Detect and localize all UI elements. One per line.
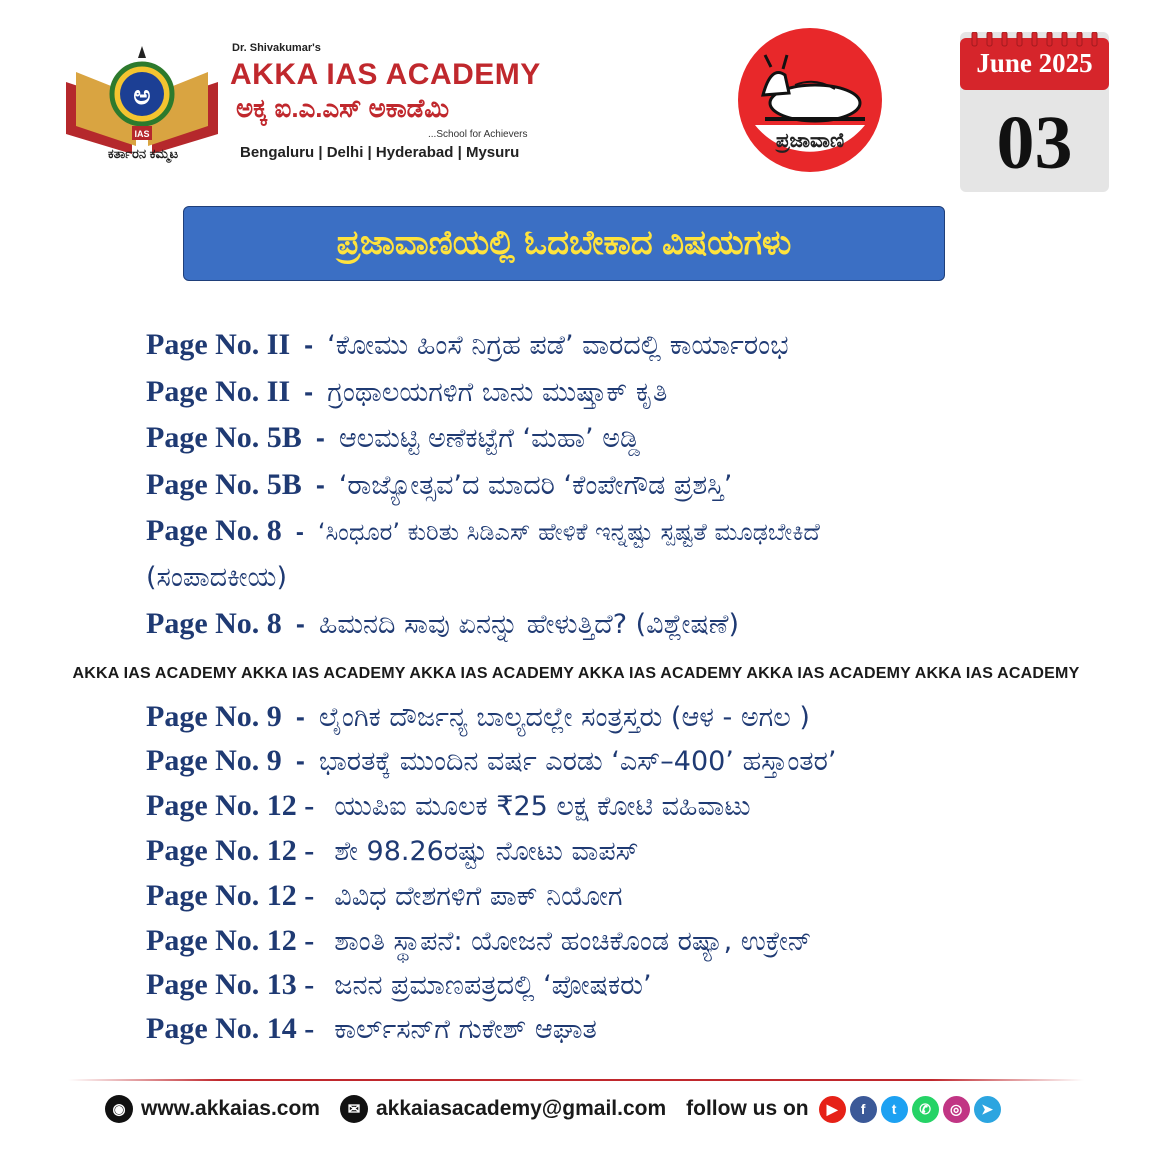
- item-continuation: (ಸಂಪಾದಕೀಯ): [146, 562, 287, 593]
- email-link[interactable]: akkaiasacademy@gmail.com: [375, 1097, 667, 1120]
- academy-prefix: Dr. Shivakumar's: [232, 42, 321, 54]
- newspaper-name: ಪ್ರಜಾವಾಣಿ: [775, 130, 845, 152]
- list-item: [146, 789, 751, 823]
- list-item: [146, 924, 812, 958]
- list-item: [146, 879, 622, 913]
- website-link[interactable]: www.akkaias.com: [141, 1097, 320, 1120]
- item-text: ಶೇ 98.26ರಷ್ಟು ನೋಟು ವಾಪಸ್: [334, 836, 639, 867]
- youtube-icon[interactable]: ▶: [819, 1096, 846, 1123]
- item-page: Page No. 8: [146, 607, 282, 640]
- item-page: Page No. II: [146, 375, 291, 408]
- item-page: Page No. 12 -: [146, 789, 315, 822]
- list-item: Page No. 9 - ಲೈಂಗಿಕ ದೌರ್ಜನ್ಯ ಬಾಲ್ಯದಲ್ಲೇ ಸಂತ್ರಸ್ತರು (ಆಳ - ಅಗಲ ): [146, 700, 810, 733]
- item-page: Page No. 9: [146, 700, 282, 733]
- item-text: ‘ಕೋಮು ಹಿಂಸೆ ನಿಗ್ರಹ ಪಡೆ’ ವಾರದಲ್ಲಿ ಕಾರ್ಯಾರಂಭ: [327, 330, 789, 361]
- list-item: [146, 968, 652, 1002]
- banner-title: ಪ್ರಜಾವಾಣಿಯಲ್ಲಿ ಓದಬೇಕಾದ ವಿಷಯಗಳು: [336, 224, 792, 262]
- item-page: Page No. 5B: [146, 421, 302, 454]
- item-page: Page No. II: [146, 328, 291, 361]
- item-text: ಕಾರ್ಲ್‌ಸನ್‌ಗೆ ಗುಕೇಶ್ ಆಘಾತ: [334, 1014, 597, 1045]
- list-item: Page No. 8 - ಹಿಮನದಿ ಸಾವು ಏನನ್ನು ಹೇಳುತ್ತಿದೆ? (ವಿಶ್ಲೇಷಣೆ): [146, 607, 739, 640]
- item-text: ಹಿಮನದಿ ಸಾವು ಏನನ್ನು ಹೇಳುತ್ತಿದೆ? (ವಿಶ್ಲೇಷಣೆ): [318, 609, 739, 640]
- svg-text:ಅ: ಅ: [133, 81, 151, 111]
- list-item: Page No. 5B - ಆಲಮಟ್ಟಿ ಅಣೆಕಟ್ಟೆಗೆ ‘ಮಹಾ’ ಅಡ್ಡಿ: [146, 421, 641, 454]
- item-page: Page No. 14 -: [146, 1012, 315, 1045]
- item-text: ‘ರಾಜ್ಯೋತ್ಸವ’ದ ಮಾದರಿ ‘ಕೆಂಪೇಗೌಡ ಪ್ರಶಸ್ತಿ’: [338, 470, 733, 501]
- list-item: Page No. II - ಗ್ರಂಥಾಲಯಗಳಿಗೆ ಬಾನು ಮುಷ್ತಾಕ್ ಕೃತಿ: [146, 375, 668, 408]
- list-item: Page No. 5B - ‘ರಾಜ್ಯೋತ್ಸವ’ದ ಮಾದರಿ ‘ಕೆಂಪೇಗೌಡ ಪ್ರಶಸ್ತಿ’: [146, 468, 733, 501]
- title-banner: [183, 206, 945, 281]
- globe-icon: ◉: [105, 1095, 133, 1123]
- item-text: ವಿವಿಧ ದೇಶಗಳಿಗೆ ಪಾಕ್ ನಿಯೋಗ: [334, 881, 623, 912]
- item-text: ಆಲಮಟ್ಟಿ ಅಣೆಕಟ್ಟೆಗೆ ‘ಮಹಾ’ ಅಡ್ಡಿ: [338, 423, 641, 454]
- calendar-day: 03: [996, 101, 1073, 185]
- email-icon: ✉: [340, 1095, 368, 1123]
- calendar-month: June 2025: [976, 48, 1093, 78]
- footer: [105, 1092, 1065, 1126]
- instagram-icon[interactable]: ◎: [943, 1096, 970, 1123]
- telegram-icon[interactable]: ➤: [974, 1096, 1001, 1123]
- list-item: [146, 834, 639, 868]
- list-item: Page No. 8 - ‘ಸಿಂಧೂರ’ ಕುರಿತು ಸಿಡಿಎಸ್ ಹೇಳಿಕೆ ಇನ್ನಷ್ಟು ಸ್ಪಷ್ಟತೆ ಮೂಢಬೇಕಿದೆ: [146, 514, 820, 547]
- whatsapp-icon[interactable]: ✆: [912, 1096, 939, 1123]
- item-page: Page No. 13 -: [146, 968, 315, 1001]
- footer-divider: [68, 1079, 1084, 1081]
- item-text: ಶಾಂತಿ ಸ್ಥಾಪನೆ: ಯೋಜನೆ ಹಂಚಿಕೊಂಡ ರಷ್ಯಾ, ಉಕ್ರೇನ್: [334, 926, 812, 957]
- item-page: Page No. 9: [146, 744, 282, 777]
- item-text: ಯುಪಿಐ ಮೂಲಕ ₹25 ಲಕ್ಷ ಕೋಟಿ ವಹಿವಾಟು: [334, 791, 751, 822]
- list-item: [146, 1012, 597, 1046]
- academy-name: AKKA IAS ACADEMY: [230, 58, 541, 91]
- item-text: ಭಾರತಕ್ಕೆ ಮುಂದಿನ ವರ್ಷ ಎರಡು ‘ಎಸ್–400’ ಹಸ್ತಾಂತರ’: [318, 746, 837, 777]
- academy-cities: Bengaluru | Delhi | Hyderabad | Mysuru: [240, 144, 520, 161]
- twitter-icon[interactable]: t: [881, 1096, 908, 1123]
- academy-name-kannada: ಅಕ್ಕ ಐ.ಎ.ಎಸ್ ಅಕಾಡೆಮಿ: [236, 93, 450, 123]
- item-page: Page No. 12 -: [146, 924, 315, 957]
- item-page: Page No. 5B: [146, 468, 302, 501]
- academy-emblem-logo: [62, 42, 222, 162]
- item-text: ಜನನ ಪ್ರಮಾಣಪತ್ರದಲ್ಲಿ ‘ಪೋಷಕರು’: [334, 970, 652, 1001]
- item-page: Page No. 12 -: [146, 834, 315, 867]
- list-item: Page No. II - ‘ಕೋಮು ಹಿಂಸೆ ನಿಗ್ರಹ ಪಡೆ’ ವಾರದಲ್ಲಿ ಕಾರ್ಯಾರಂಭ: [146, 328, 789, 361]
- item-text: ಲೈಂಗಿಕ ದೌರ್ಜನ್ಯ ಬಾಲ್ಯದಲ್ಲೇ ಸಂತ್ರಸ್ತರು (ಆಳ - ಅಗಲ ): [318, 702, 810, 733]
- item-page: Page No. 8: [146, 514, 282, 547]
- follow-label: follow us on: [686, 1097, 809, 1120]
- academy-watermark: AKKA IAS ACADEMY AKKA IAS ACADEMY AKKA IAS ACADEMY AKKA IAS ACADEMY AKKA IAS ACADEMY AKKA IAS ACADEMY: [72, 665, 1080, 682]
- academy-motto: ...School for Achievers: [428, 129, 528, 140]
- facebook-icon[interactable]: f: [850, 1096, 877, 1123]
- item-text: ‘ಸಿಂಧೂರ’ ಕುರಿತು ಸಿಡಿಎಸ್ ಹೇಳಿಕೆ ಇನ್ನಷ್ಟು ಸ್ಪಷ್ಟತೆ ಮೂಢಬೇಕಿದೆ: [317, 518, 820, 546]
- list-item: Page No. 9 - ಭಾರತಕ್ಕೆ ಮುಂದಿನ ವರ್ಷ ಎರಡು ‘ಎಸ್–400’ ಹಸ್ತಾಂತರ’: [146, 744, 837, 777]
- svg-text:IAS: IAS: [134, 129, 150, 139]
- item-page: Page No. 12 -: [146, 879, 315, 912]
- item-text: ಗ್ರಂಥಾಲಯಗಳಿಗೆ ಬಾನು ಮುಷ್ತಾಕ್ ಕೃತಿ: [327, 377, 668, 408]
- emblem-tagline: ಕರ್ತಾರನ ಕಮ್ಮಟ: [107, 146, 179, 161]
